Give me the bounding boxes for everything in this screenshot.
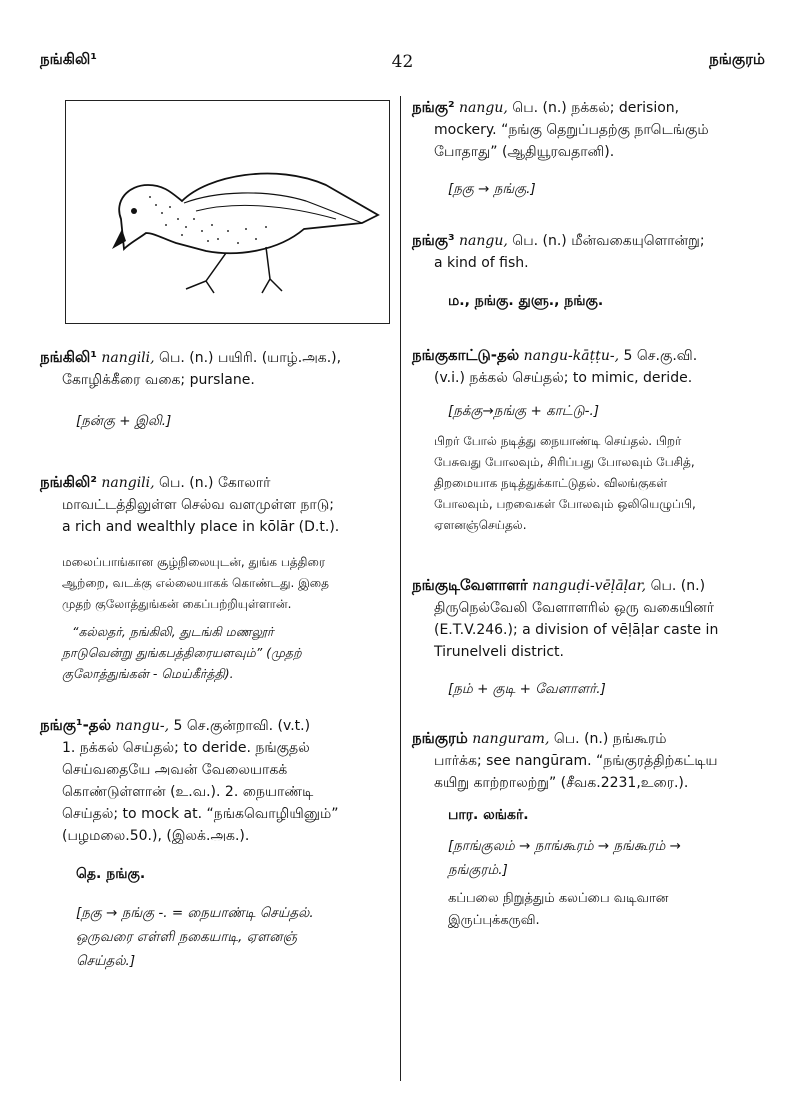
definition-line: பெ. (n.) நக்கல்; derision, <box>512 100 680 116</box>
definition-line: கொண்டுள்ளான் (உ.வ.). 2. நையாண்டி <box>62 784 314 800</box>
entry-nangu-1-thal <box>40 714 390 973</box>
transliteration: nanguram, <box>472 731 550 747</box>
etymology-line: ஒருவரை எள்ளி நகையாடி, ஏளனஞ் <box>76 929 298 945</box>
column-divider <box>400 96 401 1081</box>
headword: நங்கிலி¹ <box>40 348 97 366</box>
note-line: போலவும், பறவைகள் போலவும் ஒலியெழுப்பி, <box>434 497 696 511</box>
page-header <box>40 50 765 80</box>
headword: நங்கு¹-தல் <box>40 716 112 734</box>
definition-line: mockery. “நங்கு தெறுப்பதற்கு நாடெங்கும் <box>434 122 709 138</box>
entry-nangili-2 <box>40 471 390 684</box>
etymology: [நன்கு + இலி.] <box>76 413 172 429</box>
note-line: கப்பலை நிறுத்தும் கலப்பை வடிவான <box>448 891 669 906</box>
definition-line: (பழமலை.50.), (இலக்.அக.). <box>62 828 250 844</box>
note-line: இருப்புக்கருவி. <box>448 913 540 928</box>
definition-line: பெ. (n.) மீன்வகையுளொன்று; <box>512 233 705 249</box>
etymology-line: [நகு → நங்கு -. = நையாண்டி செய்தல். <box>76 905 314 921</box>
note-line: பிறர் போல் நடித்து நையாண்டி செய்தல். பிறர் <box>434 434 682 448</box>
header-right-guideword: நங்குரம் <box>709 50 765 68</box>
headword: நங்கு³ <box>412 231 455 249</box>
quote-line: குலோத்துங்கன் - மெய்கீர்த்தி). <box>62 666 234 681</box>
note-line: முதற் குலோத்துங்கன் கைப்பற்றியுள்ளான். <box>62 597 292 611</box>
entry-nangu-2 <box>412 96 772 201</box>
note-line: பேசுவது போலவும், சிரிப்பது போலவும் பேசித், <box>434 455 695 469</box>
definition-line: (v.i.) நக்கல் செய்தல்; to mimic, deride. <box>434 370 693 386</box>
definition-line: a rich and wealthly place in kōlār (D.t.). <box>62 519 340 535</box>
note-line: மலைப்பாங்கான சூழ்நிலையுடன், துங்க பத்திரை <box>62 555 326 569</box>
definition-line: 1. நக்கல் செய்தல்; to deride. நங்குதல் <box>62 740 310 756</box>
transliteration: nangu, <box>459 233 508 249</box>
note-line: ஆற்றை, வடக்கு எல்லையாகக் கொண்டது. இதை <box>62 576 329 590</box>
etymology-line: நங்குரம்.] <box>448 862 508 878</box>
note-line: ஏளனஞ்செய்தல். <box>434 518 527 532</box>
bird-drawing <box>66 101 387 321</box>
right-column <box>412 96 772 932</box>
headword: நங்குகாட்டு-தல் <box>412 346 520 364</box>
definition-line: பெ. (n.) <box>650 578 706 594</box>
quote-line: “கல்லதர், நங்கிலி, துடங்கி மணலூர் <box>72 624 274 639</box>
cognate: ம., நங்கு. துளு., நங்கு. <box>448 293 604 309</box>
note-line: திறமையாக நடித்துக்காட்டுதல். விலங்குகள் <box>434 476 668 490</box>
definition-line: Tirunelveli district. <box>434 644 564 660</box>
page-number: 42 <box>391 52 414 72</box>
headword: நங்குரம் <box>412 729 468 747</box>
definition-line: (E.T.V.246.); a division of vēḷāḷar caste in <box>434 622 719 638</box>
headword: நங்குடிவேளாளர் <box>412 576 528 594</box>
header-left-guideword: நங்கிலி¹ <box>40 50 97 68</box>
transliteration: nanguḍi-vēḷāḷar, <box>532 578 647 594</box>
definition-line: 5 செ.குன்றாவி. (v.t.) <box>173 718 311 734</box>
quote-line: நாடுவென்று துங்கபத்திரையளவும்” (முதற் <box>62 645 302 660</box>
entry-nangukattu-thal <box>412 344 772 536</box>
definition-line: செய்வதையே அவன் வேலையாகக் <box>62 762 288 778</box>
entry-nangu-3 <box>412 229 772 312</box>
headword: நங்கிலி² <box>40 473 97 491</box>
definition-line: பார்க்க; see nangūram. “நங்குரத்திற்கட்டிய <box>434 753 718 769</box>
transliteration: nangili, <box>101 475 155 491</box>
definition-line: பெ. (n.) நங்கூரம் <box>553 731 667 747</box>
transliteration: nangu, <box>459 100 508 116</box>
entry-nangudi-velalar <box>412 574 772 701</box>
etymology-line: [நாங்குலம் → நாங்கூரம் → நங்கூரம் → <box>448 838 681 854</box>
etymology: [நம் + குடி + வேளாளர்.] <box>448 681 606 697</box>
definition-line: திருநெல்வேலி வேளாளரில் ஒரு வகையினர் <box>434 600 715 616</box>
entry-nangili-1 <box>40 346 390 433</box>
transliteration: nangu-kāṭṭu-, <box>523 348 620 364</box>
definition-line: a kind of fish. <box>434 255 529 271</box>
etymology: [நகு → நங்கு.] <box>448 181 536 197</box>
entry-nanguram <box>412 727 772 932</box>
bird-illustration <box>65 100 390 324</box>
cognate: தெ. நங்கு. <box>76 866 146 882</box>
transliteration: nangu-, <box>115 718 170 734</box>
definition-line: பெ. (n.) கோலார் <box>159 475 271 491</box>
definition-line: செய்தல்; to mock at. “நங்கவொழியினும்” <box>62 806 339 822</box>
transliteration: nangili, <box>101 350 155 366</box>
cognate: பார. லங்கர். <box>448 807 529 823</box>
definition-line: போதாது” (ஆதியூரவதானி). <box>434 144 615 160</box>
etymology: [நக்கு→நங்கு + காட்டு-.] <box>448 403 600 419</box>
left-column <box>40 100 390 973</box>
definition-line: 5 செ.கு.வி. <box>623 348 698 364</box>
definition-line: பெ. (n.) பயிரி. (யாழ்.அக.), <box>159 350 342 366</box>
definition-line: கோழிக்கீரை வகை; purslane. <box>62 372 255 388</box>
definition-line: கயிறு காற்றாலற்று” (சீவக.2231,உரை.). <box>434 775 689 791</box>
headword: நங்கு² <box>412 98 455 116</box>
etymology-line: செய்தல்.] <box>76 953 136 969</box>
definition-line: மாவட்டத்திலுள்ள செல்வ வளமுள்ள நாடு; <box>62 497 334 513</box>
